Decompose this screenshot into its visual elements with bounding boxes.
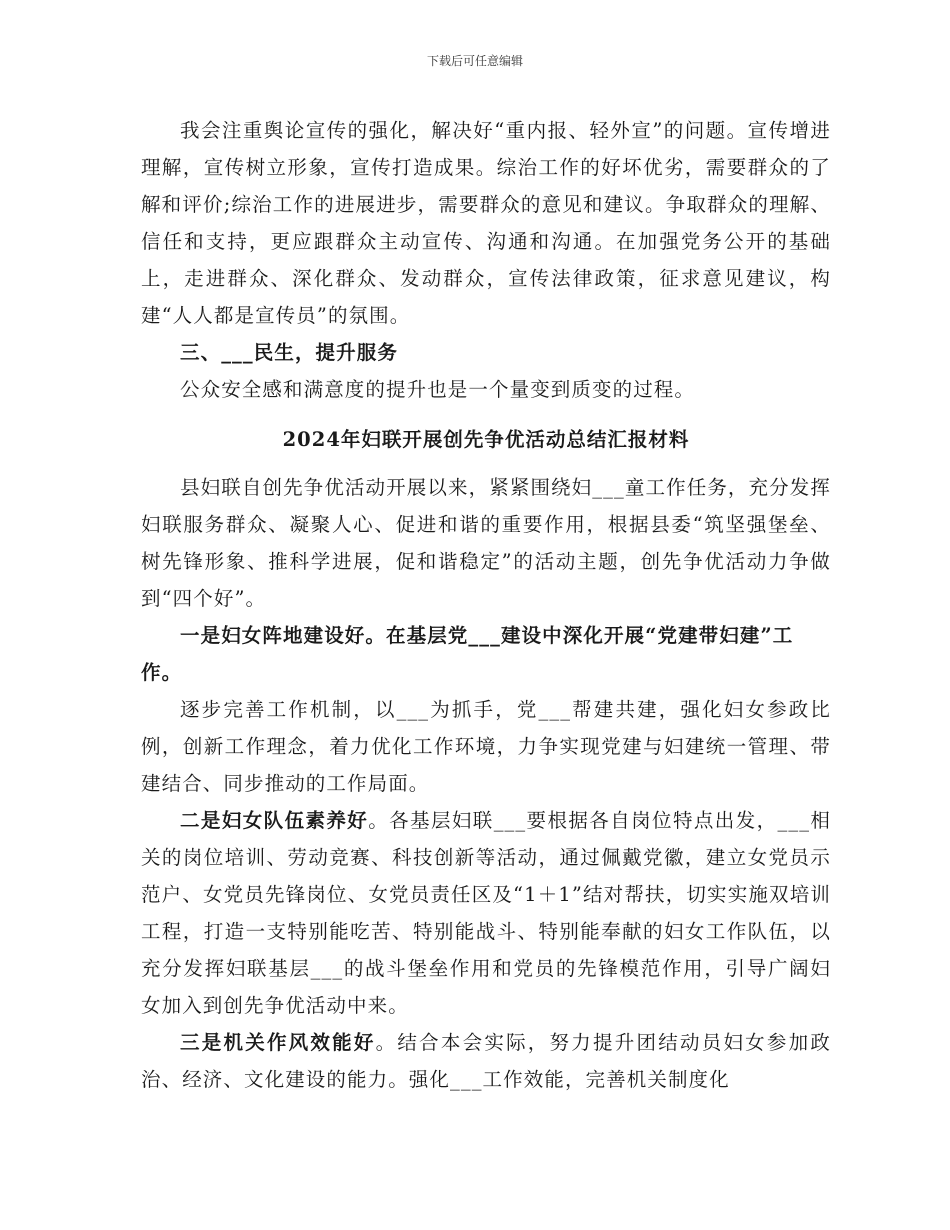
section-1-body: 逐步完善工作机制，以___为抓手，党___帮建共建，强化妇女参政比例，创新工作理念，着力优化工作环境，力争实现党建与妇建统一管理、带建结合、同步推动的工作局面。 bbox=[141, 698, 831, 795]
document-body bbox=[141, 112, 831, 1098]
article-paragraph-1: 县妇联自创先争优活动开展以来，紧紧围绕妇___童工作任务，充分发挥妇联服务群众、凝聚人心、促进和谐的重要作用，根据县委“筑坚强堡垒、树先锋形象、推科学进展，促和谐稳定”的活动主题，创先争优活动力争做到“四个好”。 bbox=[141, 476, 831, 610]
section-3-lead: 三是机关作风效能好 bbox=[180, 1031, 376, 1054]
section-2-body: 。各基层妇联___要根据各自岗位特点出发，___相关的岗位培训、劳动竞赛、科技创新等活动，通过佩戴党徽，建立女党员示范户、女党员先锋岗位、女党员责任区及“1＋1”结对帮扶，切实实施双培训工程，打造一支特别能吃苦、特别能战斗、特别能奉献的妇女工作队伍，以充分发挥妇联基层___的战斗堡垒作用和党员的先锋模范作用，引导广阔妇女加入到创先争优活动中来。 bbox=[141, 809, 831, 1017]
article-title: 2024年妇联开展创先争优活动总结汇报材料 bbox=[282, 428, 690, 451]
section-2-paragraph bbox=[141, 802, 831, 1024]
section-3-paragraph bbox=[141, 1024, 831, 1098]
section-1-heading: 一是妇女阵地建设好。在基层党___建设中深化开展“党建带妇建”工作。 bbox=[141, 624, 794, 684]
section-2-lead: 二是妇女队伍素养好 bbox=[180, 809, 369, 832]
page-header: 下载后可任意编辑 bbox=[426, 54, 523, 68]
section-3-body: 。结合本会实际，努力提升团结动员妇女参加政治、经济、文化建设的能力。强化___工作效能，完善机关制度化 bbox=[141, 1031, 831, 1091]
intro-paragraph-2: 公众安全感和满意度的提升也是一个量变到质变的过程。 bbox=[180, 378, 696, 401]
section-heading-3: 三、___民生，提升服务 bbox=[180, 341, 398, 364]
intro-paragraph-1: 我会注重舆论宣传的强化，解决好“重内报、轻外宣”的问题。宣传增进理解，宣传树立形象，宣传打造成果。综治工作的好坏优劣，需要群众的了解和评价;综治工作的进展进步，需要群众的意见和建议。争取群众的理解、信任和支持，更应跟群众主动宣传、沟通和沟通。在加强党务公开的基础上，走进群众、深化群众、发动群众，宣传法律政策，征求意见建议，构建“人人都是宣传员”的氛围。 bbox=[141, 119, 831, 327]
